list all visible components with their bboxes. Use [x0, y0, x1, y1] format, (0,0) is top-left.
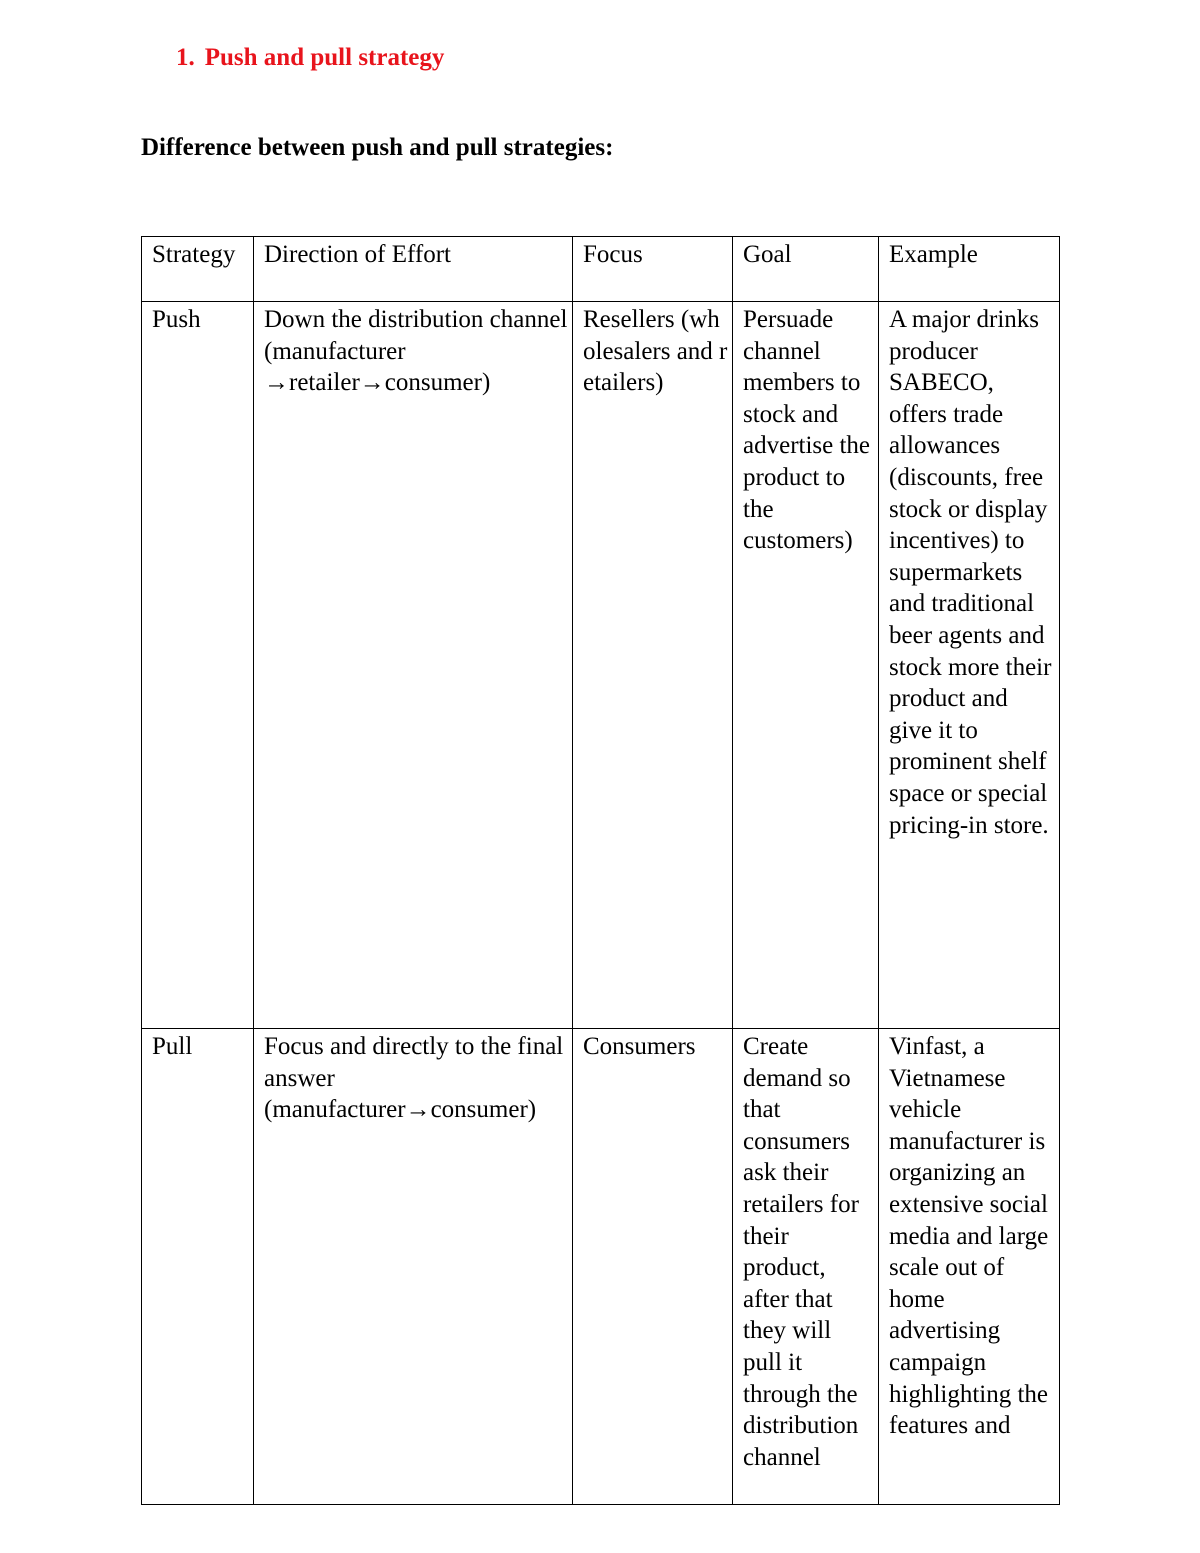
table-row-push	[142, 302, 1060, 1029]
cell-direction	[254, 1029, 573, 1505]
header-direction	[254, 237, 573, 302]
cell-example-text: Vinfast, a Vietnamese vehicle manufacturer is organizing an extensive social media and large scale out of home advertising campaign highlighting the features and	[889, 1033, 1049, 1440]
cell-goal	[733, 302, 879, 1029]
table-intro: Difference between push and pull strategies:	[141, 134, 614, 161]
cell-example-text: A major drinks producer SABECO, offers trade allowances (discounts, free stock or display incentives) to supermarkets and traditional beer agents and stock more their product and give it to prominent shelf space or special pricing-in store.	[889, 306, 1052, 839]
cell-direction-text: Focus and directly to the final answer (manufacturer→consumer)	[264, 1033, 564, 1124]
section-heading	[176, 44, 444, 72]
cell-strategy	[142, 302, 254, 1029]
cell-focus	[573, 1029, 733, 1505]
cell-focus	[573, 302, 733, 1029]
cell-strategy-text: Push	[152, 306, 201, 333]
cell-goal-text: Persuade channel members to stock and advertise the product to the customers)	[743, 306, 871, 555]
header-focus	[573, 237, 733, 302]
cell-example	[879, 1029, 1060, 1505]
cell-direction	[254, 302, 573, 1029]
header-goal	[733, 237, 879, 302]
header-strategy	[142, 237, 254, 302]
cell-goal-text: Create demand so that consumers ask their retailers for their product, after that they will pull it through the distribution channel	[743, 1033, 859, 1471]
cell-strategy-text: Pull	[152, 1033, 193, 1060]
table-header-row	[142, 237, 1060, 302]
header-focus-text: Focus	[583, 241, 643, 268]
header-direction-text: Direction of Effort	[264, 241, 451, 268]
cell-example	[879, 302, 1060, 1029]
table-row-pull	[142, 1029, 1060, 1505]
section-number: 1.	[176, 44, 195, 71]
cell-direction-text: Down the distribution channel (manufacturer →retailer→consumer)	[264, 306, 568, 397]
section-title: Push and pull strategy	[204, 44, 445, 71]
cell-goal	[733, 1029, 879, 1505]
cell-strategy	[142, 1029, 254, 1505]
comparison-table	[141, 236, 1060, 1505]
cell-focus-text: Consumers	[583, 1033, 696, 1060]
header-example	[879, 237, 1060, 302]
cell-focus-text: Resellers (wholesalers and retailers)	[583, 306, 728, 397]
header-goal-text: Goal	[743, 241, 792, 268]
header-strategy-text: Strategy	[152, 241, 236, 268]
header-example-text: Example	[889, 241, 978, 268]
